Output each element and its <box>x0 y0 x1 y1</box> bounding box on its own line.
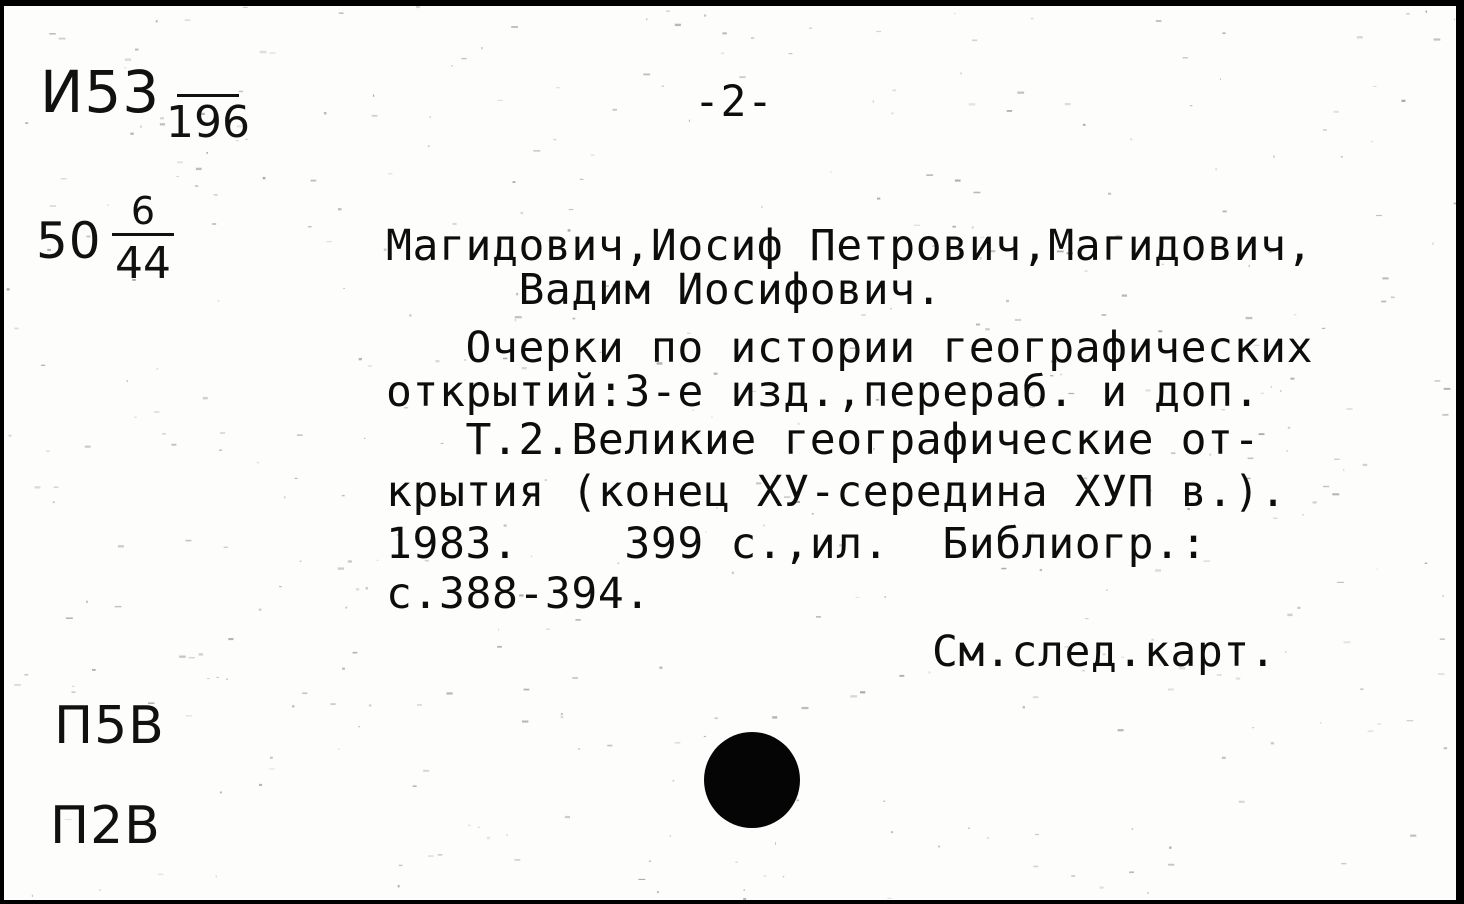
note-2: П2В <box>50 796 161 856</box>
classification-fraction <box>108 189 178 289</box>
entry-line-5: Т.2.Великие географические от- <box>386 415 1261 465</box>
shelfmark <box>40 58 160 126</box>
classification-denominator: 44 <box>115 238 171 289</box>
classification-prefix: 50 <box>36 212 102 270</box>
entry-line-3: Очерки по истории географических <box>386 323 1314 373</box>
page-number: -2- <box>694 77 774 127</box>
entry-line-4: открытий:3-е изд.,перераб. и доп. <box>386 367 1261 417</box>
shelfmark-denominator: 196 <box>166 97 250 148</box>
entry-line-7: 1983. 399 с.,ил. Библиогр.: <box>386 519 1208 569</box>
entry-line-8: с.388-394. <box>386 569 651 619</box>
note-1: П5В <box>54 696 165 756</box>
classification <box>36 212 102 270</box>
catalog-card <box>4 6 1456 900</box>
shelfmark-fraction <box>166 94 250 148</box>
entry-line-6: крытия (конец ХУ-середина ХУП в.). <box>386 467 1287 517</box>
entry-line-1: Магидович,Иосиф Петрович,Магидович, <box>386 221 1314 271</box>
punch-hole <box>704 732 800 828</box>
classification-fraction-bar <box>112 233 174 236</box>
continuation-note: См.след.карт. <box>932 627 1277 677</box>
entry-line-2: Вадим Иосифович. <box>386 265 943 315</box>
classification-numerator: 6 <box>130 189 156 233</box>
shelfmark-prefix: И53 <box>40 58 161 126</box>
